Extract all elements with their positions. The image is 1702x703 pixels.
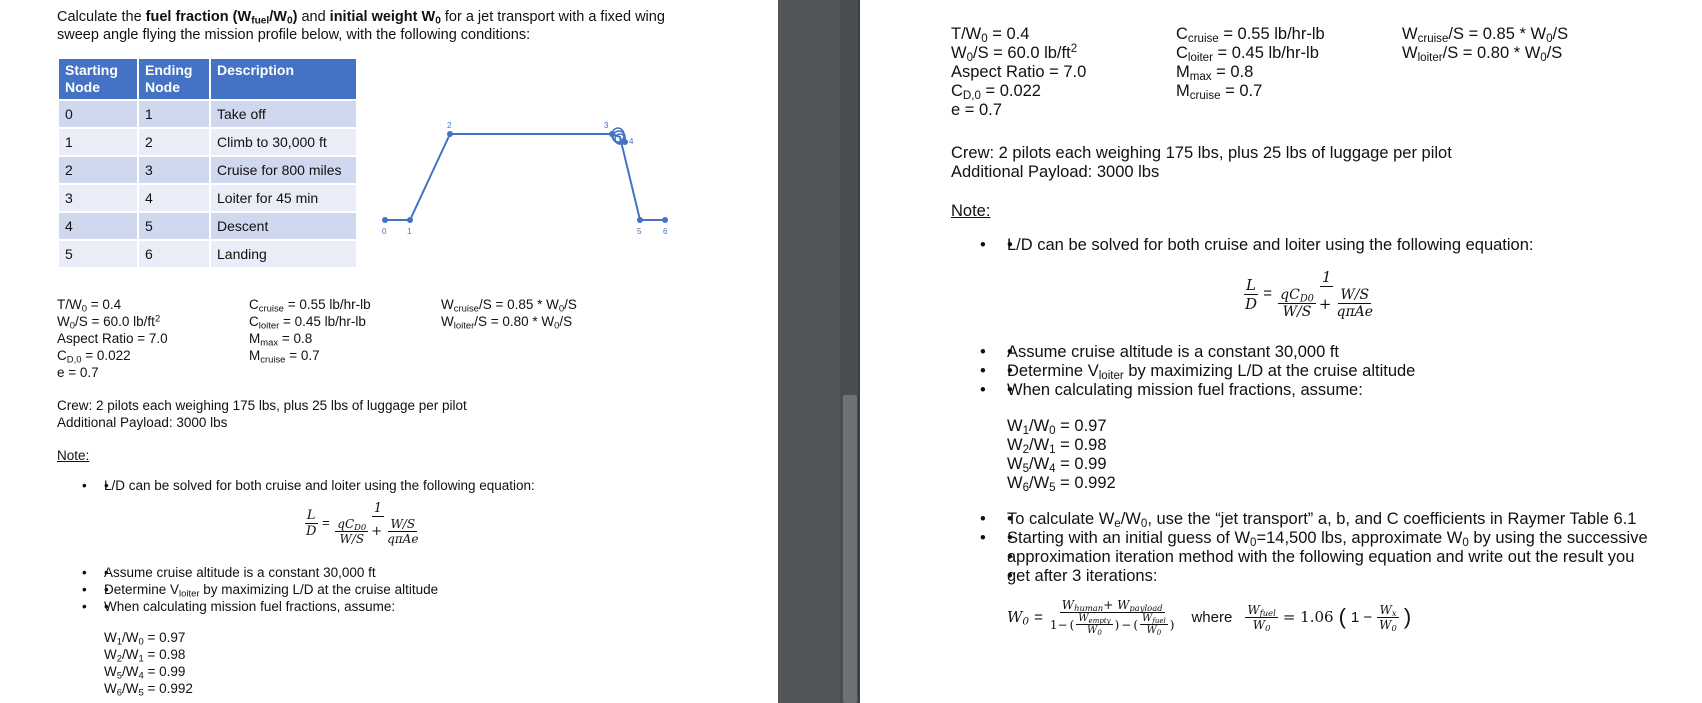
cd0: $C_{D,0} = 0.022$ — [57, 348, 131, 366]
conditions-col1-right — [951, 25, 1086, 120]
list-item: • approximation iteration method with the following equation and write out the result you — [1007, 548, 1648, 567]
m-cruise: $M_{cruise} = 0.7$ — [1176, 82, 1263, 102]
w-cruise: $W_{cruise}/S = 0.85 * W_0/S$ — [441, 297, 577, 315]
conditions-col2 — [249, 296, 371, 364]
wing-loading: $W_0/S = 60.0$ $lb/ft^2$ — [57, 313, 161, 332]
mission-profile-diagram — [375, 112, 695, 242]
table-cell: 6 — [139, 241, 209, 267]
profile-path — [385, 134, 665, 220]
table-cell: 2 — [139, 129, 209, 155]
list-item: • • Assume cruise altitude is a constant 30,000 ft — [104, 564, 438, 581]
node-point — [407, 217, 413, 223]
table-cell: 5 — [139, 213, 209, 239]
conditions-col1 — [57, 296, 168, 381]
problem-statement-line1: Calculate the fuel fraction $(W_{fuel}/W_0)$ and initial weight $W_0$ for a jet transport with a fixed wing — [57, 9, 665, 27]
table-cell: 4 — [139, 185, 209, 211]
c-loiter: $C_{loiter} = 0.45$ lb/hr-lb — [1176, 44, 1319, 64]
table-cell: 1 — [59, 129, 137, 155]
c-cruise: $C_{cruise} = 0.55$ lb/hr-lb — [249, 297, 371, 315]
aspect-ratio: Aspect Ratio = 7.0 — [57, 331, 168, 346]
fraction-w5w4: $W_5/W_4 = 0.99$ — [104, 664, 186, 682]
mission-table — [57, 57, 358, 269]
fraction-w1w0: $W_1/W_0 = 0.97$ — [104, 630, 186, 648]
list-item: • • Assume cruise altitude is a constant 30,000 ft — [1007, 343, 1415, 362]
ld-equation-right: $\frac{L}{D}$ = 1 $\frac{qC_{D0}}{W/S}$ + $\frac{W/S}{\text{qπAe}}$ — [1245, 268, 1374, 320]
wing-loading: $W_0/S = 60.0$ $lb/ft^2$ — [951, 43, 1078, 64]
table-cell: Take off — [211, 101, 356, 127]
table-row — [59, 241, 356, 267]
fraction-w1w0: $W_1/W_0 = 0.97$ — [1007, 417, 1107, 437]
scrollbar-thumb[interactable] — [843, 395, 857, 703]
problem-statement-line2: sweep angle flying the mission profile below, with the following conditions: — [57, 27, 531, 43]
c-loiter: $C_{loiter} = 0.45$ lb/hr-lb — [249, 314, 366, 332]
conditions-col3-right — [1402, 25, 1568, 63]
table-cell: 2 — [59, 157, 137, 183]
list-item: • • To calculate $W_e/W_0$, use the “jet transport” a, b, and C coefficients in Raymer Table 6.1 — [1007, 510, 1648, 529]
table-cell: 4 — [59, 213, 137, 239]
list-item: • • Starting with an initial guess of $W_0=14,500$ lbs, approximate $W_0$ by using the successive — [1007, 529, 1648, 548]
tw-ratio: $T/W_0 = 0.4$ — [57, 297, 122, 315]
payload-line: Additional Payload: 3000 lbs — [57, 415, 228, 430]
w-loiter: $W_{loiter}/S = 0.80 * W_0/S$ — [441, 314, 573, 332]
node-label: 5 — [637, 227, 642, 236]
list-item: • • L/D can be solved for both cruise and loiter using the following equation: — [104, 477, 535, 494]
node-label: 6 — [663, 227, 668, 236]
note-label: Note: — [57, 448, 90, 463]
table-header-row — [59, 59, 356, 99]
table-cell: Descent — [211, 213, 356, 239]
node-point — [662, 217, 668, 223]
fuel-fractions-right — [1007, 417, 1116, 493]
table-row — [59, 157, 356, 183]
node-point — [609, 131, 615, 137]
conditions-col2-right — [1176, 25, 1325, 101]
oswald-e: e = 0.7 — [951, 101, 1002, 119]
list-item: • • When calculating mission fuel fractions, assume: — [104, 598, 438, 615]
table-cell: Loiter for 45 min — [211, 185, 356, 211]
note-list-right — [980, 236, 1534, 255]
crew-line: Crew: 2 pilots each weighing 175 lbs, plus 25 lbs of luggage per pilot — [951, 144, 1452, 162]
table-row — [59, 101, 356, 127]
note-label: Note: — [951, 202, 991, 220]
table-cell: 1 — [139, 101, 209, 127]
list-item: • • L/D can be solved for both cruise and loiter using the following equation: — [1007, 236, 1534, 255]
note-list — [82, 477, 535, 494]
node-label: 2 — [447, 121, 452, 130]
m-max: $M_{max} = 0.8$ — [249, 331, 313, 349]
fraction-w2w1: $W_2/W_1 = 0.98$ — [1007, 436, 1107, 456]
tw-ratio: $T/W_0 = 0.4$ — [951, 25, 1030, 45]
node-point — [382, 217, 388, 223]
aspect-ratio: Aspect Ratio = 7.0 — [951, 63, 1087, 81]
crew-line: Crew: 2 pilots each weighing 175 lbs, plus 25 lbs of luggage per pilot — [57, 398, 467, 413]
table-cell: Cruise for 800 miles — [211, 157, 356, 183]
fraction-w5w4: $W_5/W_4 = 0.99$ — [1007, 455, 1107, 475]
fraction-w6w5: $W_6/W_5 = 0.992$ — [104, 681, 193, 699]
fuel-fractions-left — [104, 629, 193, 697]
table-cell: 3 — [139, 157, 209, 183]
w-loiter: $W_{loiter}/S = 0.80 * W_0/S$ — [1402, 44, 1563, 64]
node-label: 1 — [407, 227, 412, 236]
note-list-2 — [82, 564, 439, 615]
table-cell: 0 — [59, 101, 137, 127]
oswald-e: e = 0.7 — [57, 365, 99, 380]
fraction-w2w1: $W_2/W_1 = 0.98$ — [104, 647, 186, 665]
node-point — [637, 217, 643, 223]
m-max: $M_{max} = 0.8$ — [1176, 63, 1254, 83]
left-page — [0, 0, 778, 703]
list-item: • • Determine $V_{loiter}$ by maximizing L/D at the cruise altitude — [1007, 362, 1415, 381]
list-item: • get after 3 iterations: — [1007, 567, 1648, 586]
table-cell: Landing — [211, 241, 356, 267]
table-cell: 5 — [59, 241, 137, 267]
m-cruise: $M_{cruise} = 0.7$ — [249, 348, 320, 366]
table-cell: 3 — [59, 185, 137, 211]
note-list-right-2 — [980, 343, 1416, 400]
node-point — [622, 139, 628, 145]
ld-equation-left: $\frac{L}{D}$ = 1 $\frac{qC_{D0}}{W/S}$ + $\frac{W/S}{\text{qπAe}}$ — [306, 501, 419, 546]
list-item: • • Determine $V_{loiter}$ by maximizing L/D at the cruise altitude — [104, 581, 438, 598]
w0-iteration-equation: $W_0$ = $W_{human}+ W_{payload}$ 1− ( $\frac{W_{empty}}{W_0}$ ) − ( $\frac{W_{fuel}}{W_0}$ ) where $\frac{W_{fuel}}{W_0}$ = 1.06 ( 1 − $\frac{W_x}{W_0}$ ) — [1007, 598, 1412, 637]
list-item: • • When calculating mission fuel fractions, assume: — [1007, 381, 1415, 400]
note-list-right-3 — [980, 510, 1648, 586]
conditions-col3 — [441, 296, 577, 330]
fraction-w6w5: $W_6/W_5 = 0.992$ — [1007, 474, 1116, 494]
header-description: Description — [211, 59, 356, 99]
node-point — [447, 131, 453, 137]
payload-line: Additional Payload: 3000 lbs — [951, 163, 1160, 181]
table-cell: Climb to 30,000 ft — [211, 129, 356, 155]
node-label: 4 — [629, 137, 634, 146]
table-row — [59, 213, 356, 239]
cd0: $C_{D,0} = 0.022$ — [951, 82, 1041, 102]
table-row — [59, 185, 356, 211]
node-label: 0 — [382, 227, 387, 236]
right-page — [860, 0, 1702, 703]
node-label: 3 — [604, 121, 609, 130]
w-cruise: $W_{cruise}/S = 0.85 * W_0/S$ — [1402, 25, 1569, 45]
c-cruise: $C_{cruise} = 0.55$ lb/hr-lb — [1176, 25, 1325, 45]
table-row — [59, 129, 356, 155]
header-starting-node: Starting Node — [59, 59, 137, 99]
header-ending-node: Ending Node — [139, 59, 209, 99]
